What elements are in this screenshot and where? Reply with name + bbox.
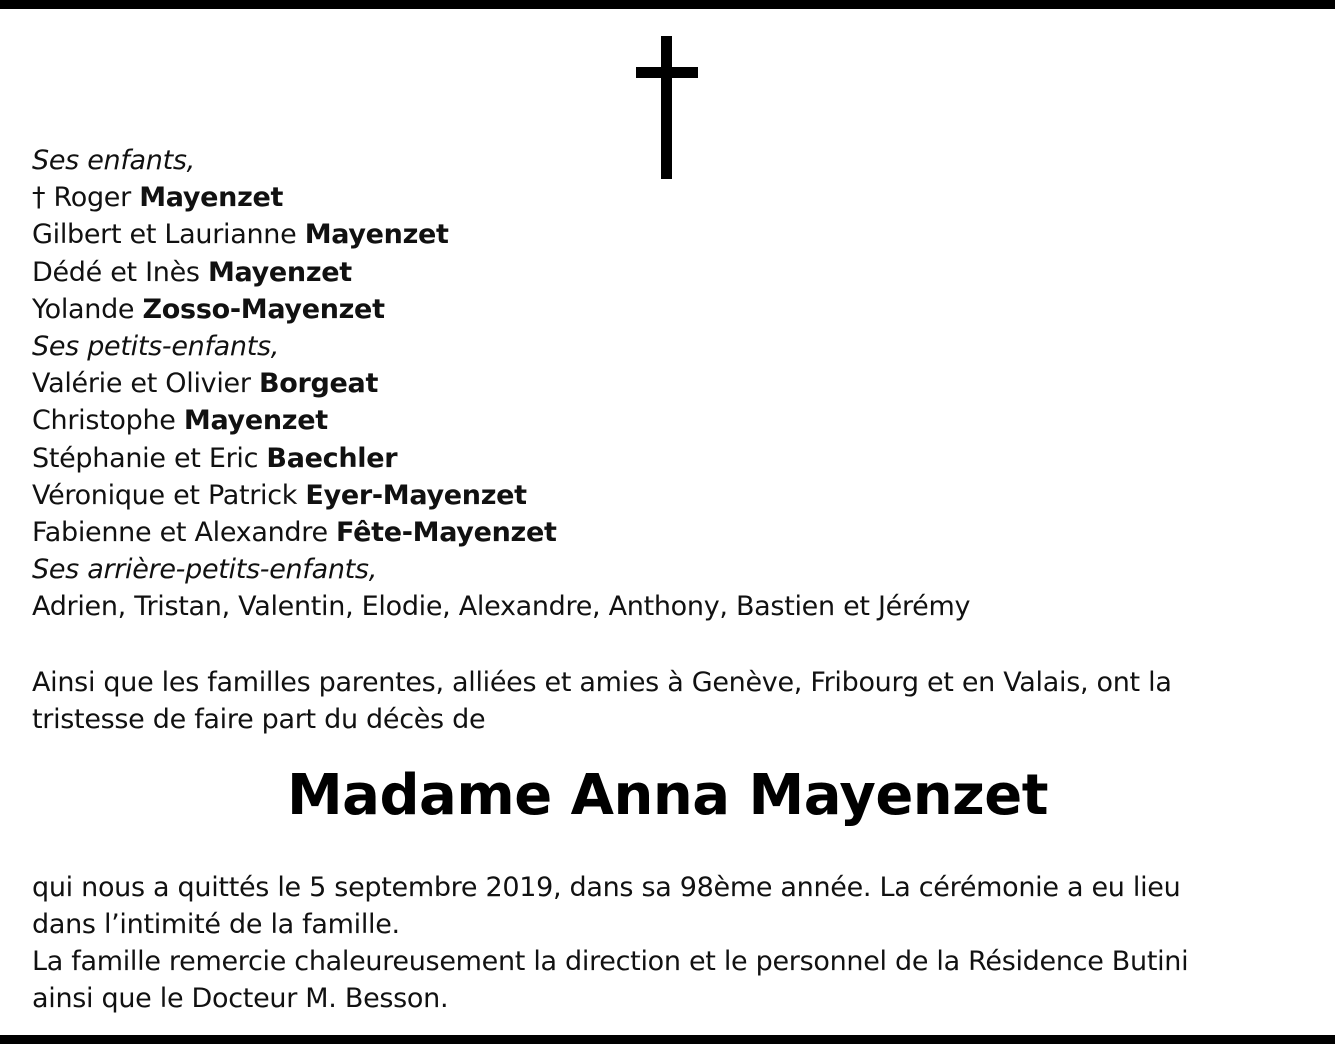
family-member	[32, 514, 970, 551]
member-surname: Mayenzet	[207, 256, 352, 288]
children-heading: Ses enfants,	[32, 145, 195, 176]
family-list	[32, 142, 970, 625]
family-member	[32, 254, 970, 291]
deceased-name-heading: Madame Anna Mayenzet	[286, 763, 1049, 828]
grandchildren-heading: Ses petits-enfants,	[32, 330, 280, 362]
member-given-names: Gilbert et Laurianne	[32, 219, 305, 251]
intro-line: tristesse de faire part du décès de	[32, 704, 486, 735]
member-surname: Fête-Mayenzet	[336, 516, 557, 548]
cross-horizontal-bar	[636, 67, 698, 78]
family-member	[32, 402, 970, 439]
family-member	[32, 365, 970, 402]
member-surname: Mayenzet	[139, 182, 284, 214]
closing-line: ainsi que le Docteur M. Besson.	[32, 983, 449, 1014]
great-grandchildren-names: Adrien, Tristan, Valentin, Elodie, Alexandre, Anthony, Bastien et Jérémy	[32, 591, 971, 623]
closing-line: qui nous a quittés le 5 septembre 2019, dans sa 98ème année. La cérémonie a eu lieu	[32, 872, 1181, 903]
member-surname: Mayenzet	[304, 219, 449, 251]
closing-line: dans l’intimité de la famille.	[32, 909, 400, 940]
family-member	[32, 216, 970, 253]
family-member	[32, 477, 970, 514]
bottom-border-rule	[0, 1035, 1335, 1044]
family-member	[32, 291, 970, 328]
family-member	[32, 179, 970, 216]
member-surname: Mayenzet	[183, 405, 328, 437]
great-grandchildren-heading: Ses arrière-petits-enfants,	[32, 554, 377, 586]
member-given-names: Stéphanie et Eric	[32, 442, 267, 474]
member-surname: Borgeat	[258, 368, 379, 400]
member-surname: Eyer-Mayenzet	[305, 479, 527, 511]
member-given-names: Véronique et Patrick	[32, 479, 306, 511]
family-member	[32, 440, 970, 477]
closing-line: La famille remercie chaleureusement la direction et le personnel de la Résidence Butini	[32, 946, 1189, 977]
intro-line: Ainsi que les familles parentes, alliées et amies à Genève, Fribourg et en Valais, ont la	[32, 667, 1172, 698]
member-given-names: Yolande	[32, 293, 143, 325]
member-given-names: Valérie et Olivier	[32, 368, 259, 400]
intro-paragraph	[32, 664, 1312, 738]
member-surname: Baechler	[266, 442, 398, 474]
member-given-names: Christophe	[32, 405, 184, 437]
member-given-names: Fabienne et Alexandre	[32, 516, 337, 548]
member-surname: Zosso-Mayenzet	[142, 293, 385, 325]
top-border-rule	[0, 0, 1335, 9]
closing-paragraph	[32, 869, 1312, 1017]
member-given-names: Dédé et Inès	[32, 256, 208, 288]
member-given-names: † Roger	[32, 182, 140, 214]
